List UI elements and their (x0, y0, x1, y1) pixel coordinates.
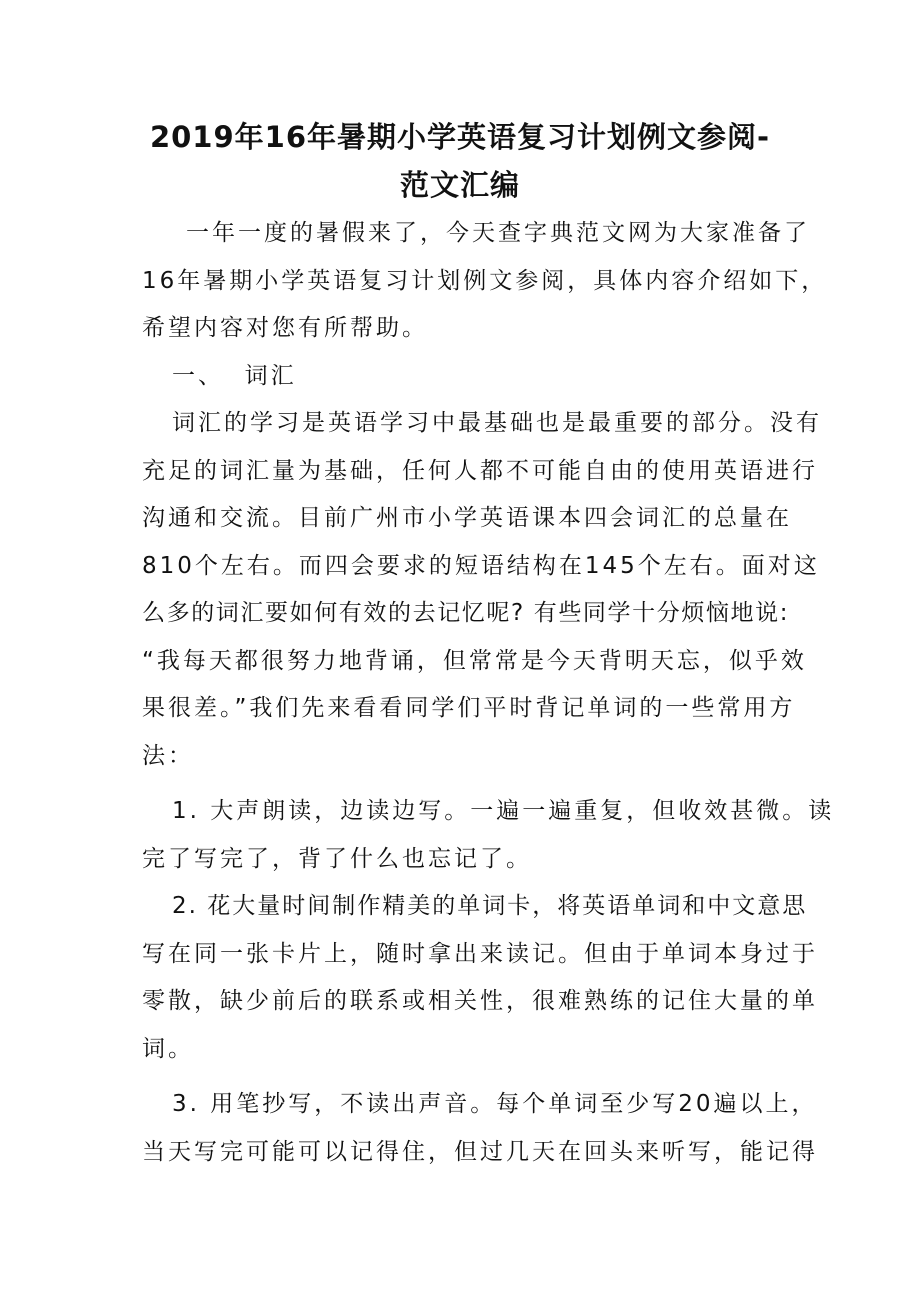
text-line: 当天写完可能可以记得住，但过几天在回头来听写，能记得 (142, 1138, 818, 1165)
text-line: 一、 词汇 (172, 362, 297, 389)
document-body (142, 210, 835, 1176)
list-item-1 (142, 788, 835, 883)
text-line: 法： (142, 742, 194, 769)
text-line: 零散，缺少前后的联系或相关性，很难熟练的记住大量的单 (142, 988, 818, 1014)
text-line: “我每天都很努力地背诵，但常常是今天背明天忘，似乎效 (142, 647, 807, 674)
text-line: 完了写完了，背了什么也忘记了。 (142, 845, 532, 872)
paragraph-vocabulary (142, 400, 822, 780)
paragraph-intro (142, 210, 828, 353)
list-item-3 (142, 1081, 818, 1176)
text-line: 么多的词汇要如何有效的去记忆呢? 有些同学十分烦恼地说: (142, 600, 790, 626)
text-line: 一年一度的暑假来了，今天查字典范文网为大家准备了 (186, 220, 810, 246)
text-line: 1. 大声朗读，边读边写。一遍一遍重复，但收效甚微。读 (172, 798, 835, 824)
text-line: 词。 (142, 1035, 194, 1062)
title-line-2: 范文汇编 (399, 168, 520, 202)
text-line: 写在同一张卡片上，随时拿出来读记。但由于单词本身过于 (142, 940, 818, 967)
document-title (0, 113, 920, 209)
text-line: 希望内容对您有所帮助。 (142, 315, 428, 341)
text-line: 2. 花大量时间制作精美的单词卡，将英语单词和中文意思 (172, 893, 808, 919)
text-line: 3. 用笔抄写，不读出声音。每个单词至少写20遍以上， (172, 1091, 818, 1117)
text-line: 沟通和交流。目前广州市小学英语课本四会词汇的总量在 (142, 505, 792, 531)
text-line: 充足的词汇量为基础，任何人都不可能自由的使用英语进行 (142, 457, 818, 484)
text-line: 16年暑期小学英语复习计划例文参阅，具体内容介绍如下， (142, 267, 828, 294)
title-line-1: 2019年16年暑期小学英语复习计划例文参阅- (149, 120, 771, 154)
list-item-2 (142, 883, 818, 1073)
text-line: 果很差。”我们先来看看同学们平时背记单词的一些常用方 (142, 695, 796, 721)
text-line: 词汇的学习是英语学习中最基础也是最重要的部分。没有 (172, 410, 822, 436)
section-heading-vocabulary (142, 353, 792, 401)
text-line: 810个左右。而四会要求的短语结构在145个左右。面对这 (142, 552, 820, 579)
